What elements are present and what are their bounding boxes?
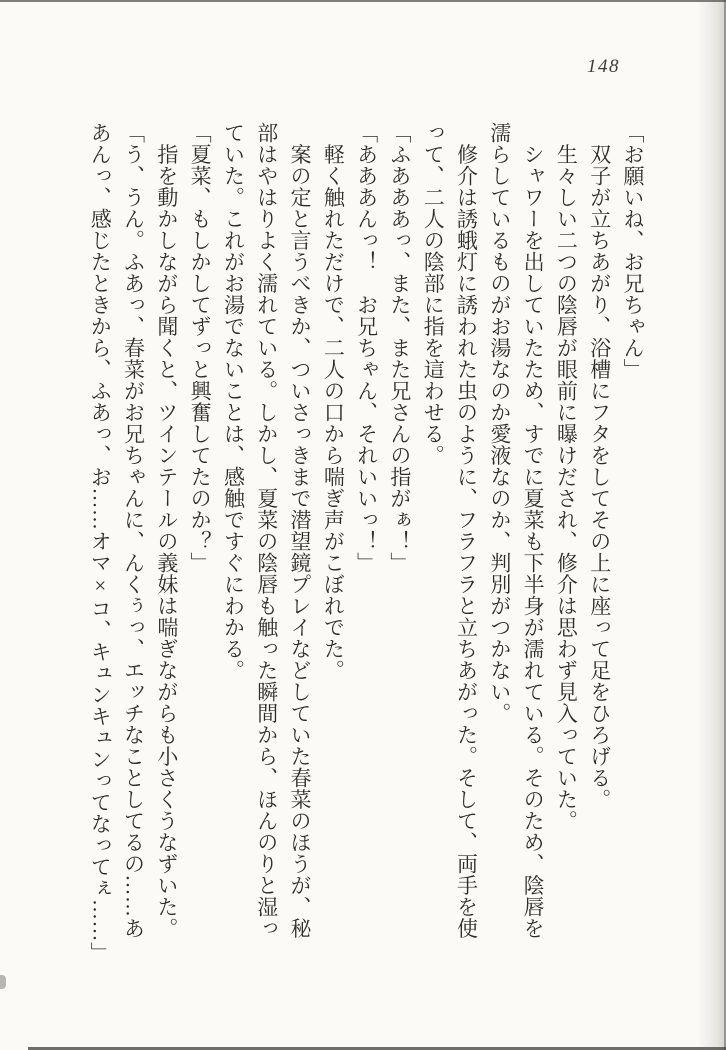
scan-top-edge [0,0,726,2]
text-column: 生々しい二つの陰唇が眼前に曝けだされ、修介は思わず見入っていた。 [554,122,579,832]
text-column: ていた。これがお湯でないことは、感触ですぐにわかる。 [221,122,246,681]
text-column: って、二人の陰部に指を這わせる。 [421,122,446,466]
text-column: 「う、うん。ふあっ、春菜がお兄ちゃんに、んくぅっ、エッチなことしてるの……あ [121,122,146,939]
text-column: 修介は誘蛾灯に誘われた虫のように、フラフラと立ちあがった。そして、両手を使 [454,122,479,939]
text-column: あんっ、感じたときから、ふあっ、お……オマ×コ、キュンキュンってなってぇ……」 [88,122,113,964]
text-column: 軽く触れただけで、二人の口から喘ぎ声がこぼれでた。 [321,122,346,681]
text-column: 「あああんっ！ お兄ちゃん、それいいっ！」 [354,122,379,574]
page-number: 148 [587,56,620,77]
text-column: 双子が立ちあがり、浴槽にフタをしてその上に座って足をひろげる。 [587,122,612,810]
scan-left-edge-mark [0,975,6,989]
text-column: 濡らしているものがお湯なのか愛液なのか、判別がつかない。 [487,122,512,724]
text-column: 案の定と言うべきか、ついさっきまで潜望鏡プレイなどしていた春菜のほうが、秘 [288,122,313,939]
text-column: 「お願いね、お兄ちゃん」 [621,122,645,380]
text-column: シャワーを出していたため、すでに夏菜も下半身が濡れている。そのため、陰唇を [521,122,546,939]
text-column: 「ふあああっ、また、また兄さんの指がぁ！」 [387,122,412,574]
page-gutter-shading [698,0,726,1050]
text-column: 「夏菜、もしかしてずっと興奮してたのか？」 [188,122,213,574]
vertical-text-block [83,122,649,982]
text-column: 部はやはりよく濡れている。しかし、夏菜の陰唇も触った瞬間から、ほんのりと湿っ [254,122,279,939]
text-column: 指を動かしながら聞くと、ツインテールの義妹は喘ぎながらも小さくうなずいた。 [154,122,179,939]
